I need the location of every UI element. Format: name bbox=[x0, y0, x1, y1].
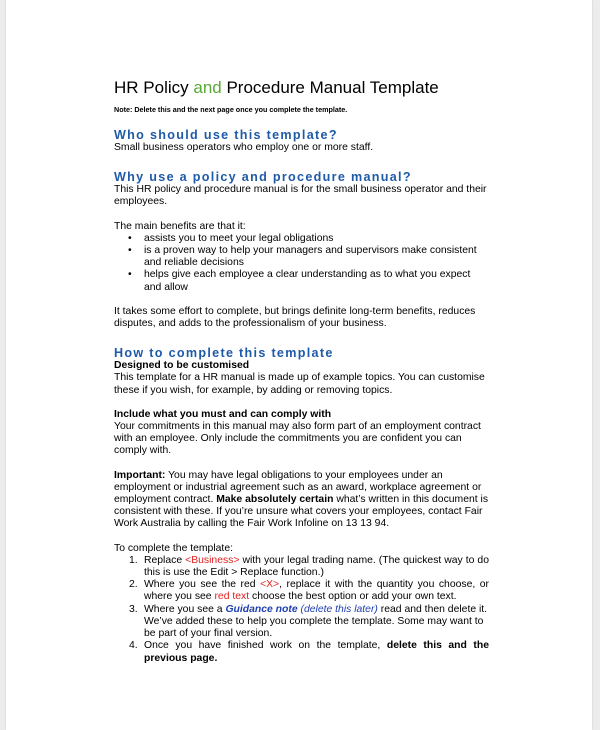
delete-note: Note: Delete this and the next page once you complete the template. bbox=[114, 105, 348, 114]
heading-how: How to complete this template bbox=[114, 346, 334, 361]
benefit-item: • is a proven way to help your managers and supervisors make consistent and reliable decisions bbox=[144, 245, 489, 269]
heading-why: Why use a policy and procedure manual? bbox=[114, 170, 412, 185]
step-item: 1. Replace <Business> with your legal trading name. (The quickest way to do this is use the Edit > Replace function.) bbox=[129, 554, 489, 579]
document-page bbox=[6, 0, 592, 730]
document-content bbox=[114, 78, 489, 665]
steps-intro: To complete the template: bbox=[114, 542, 233, 554]
benefit-item: • assists you to meet your legal obligations bbox=[144, 233, 489, 245]
sub-include: Include what you must and can comply with bbox=[114, 408, 332, 420]
heading-who: Who should use this template? bbox=[114, 128, 338, 142]
benefits-list bbox=[114, 233, 489, 294]
steps-list bbox=[114, 555, 489, 665]
why-closing: It takes some effort to complete, but brings definite long-term benefits, reduces disputes, and adds to the professionalism of your business. bbox=[114, 305, 476, 330]
step-item: 4. Once you have finished work on the template, delete this and the previous page. bbox=[129, 640, 489, 664]
step-item: 2. Where you see the red <X>, replace it with the quantity you choose, or where you see red text choose the best option or add your own text. bbox=[129, 579, 489, 603]
step-item: 3. Where you see a Guidance note (delete this later) read and then delete it. We’ve added these to help you complete the template. Some may want to be part of your final version. bbox=[129, 603, 488, 640]
why-text: This HR policy and procedure manual is for the small business operator and their employees. bbox=[114, 184, 487, 208]
benefit-item: • helps give each employee a clear understanding as to what you expect and allow bbox=[144, 269, 489, 293]
benefits-intro: The main benefits are that it: bbox=[114, 220, 246, 232]
include-text: Your commitments in this manual may also form part of an employment contract with an employee. Only include the commitments you are confident you can comply with. bbox=[114, 421, 481, 457]
sub-designed: Designed to be customised bbox=[114, 360, 250, 372]
document-title: HR Policy and Procedure Manual Template bbox=[114, 78, 439, 97]
designed-text: This template for a HR manual is made up of example topics. You can customise these if you wish, for example, by adding or removing topics. bbox=[114, 372, 485, 396]
title-and: and bbox=[193, 78, 227, 97]
who-text: Small business operators who employ one or more staff. bbox=[114, 142, 374, 153]
important-paragraph: Important: You may have legal obligations to your employees under an employment or industrial agreement such as an award, workplace agreement or employment contract. Make absolutely certain what’s written in this document is consistent with these. If you’re unsure what covers your employees, contact Fair Work Australia by calling the Fair Work Infoline on 13 13 94. bbox=[114, 469, 489, 530]
